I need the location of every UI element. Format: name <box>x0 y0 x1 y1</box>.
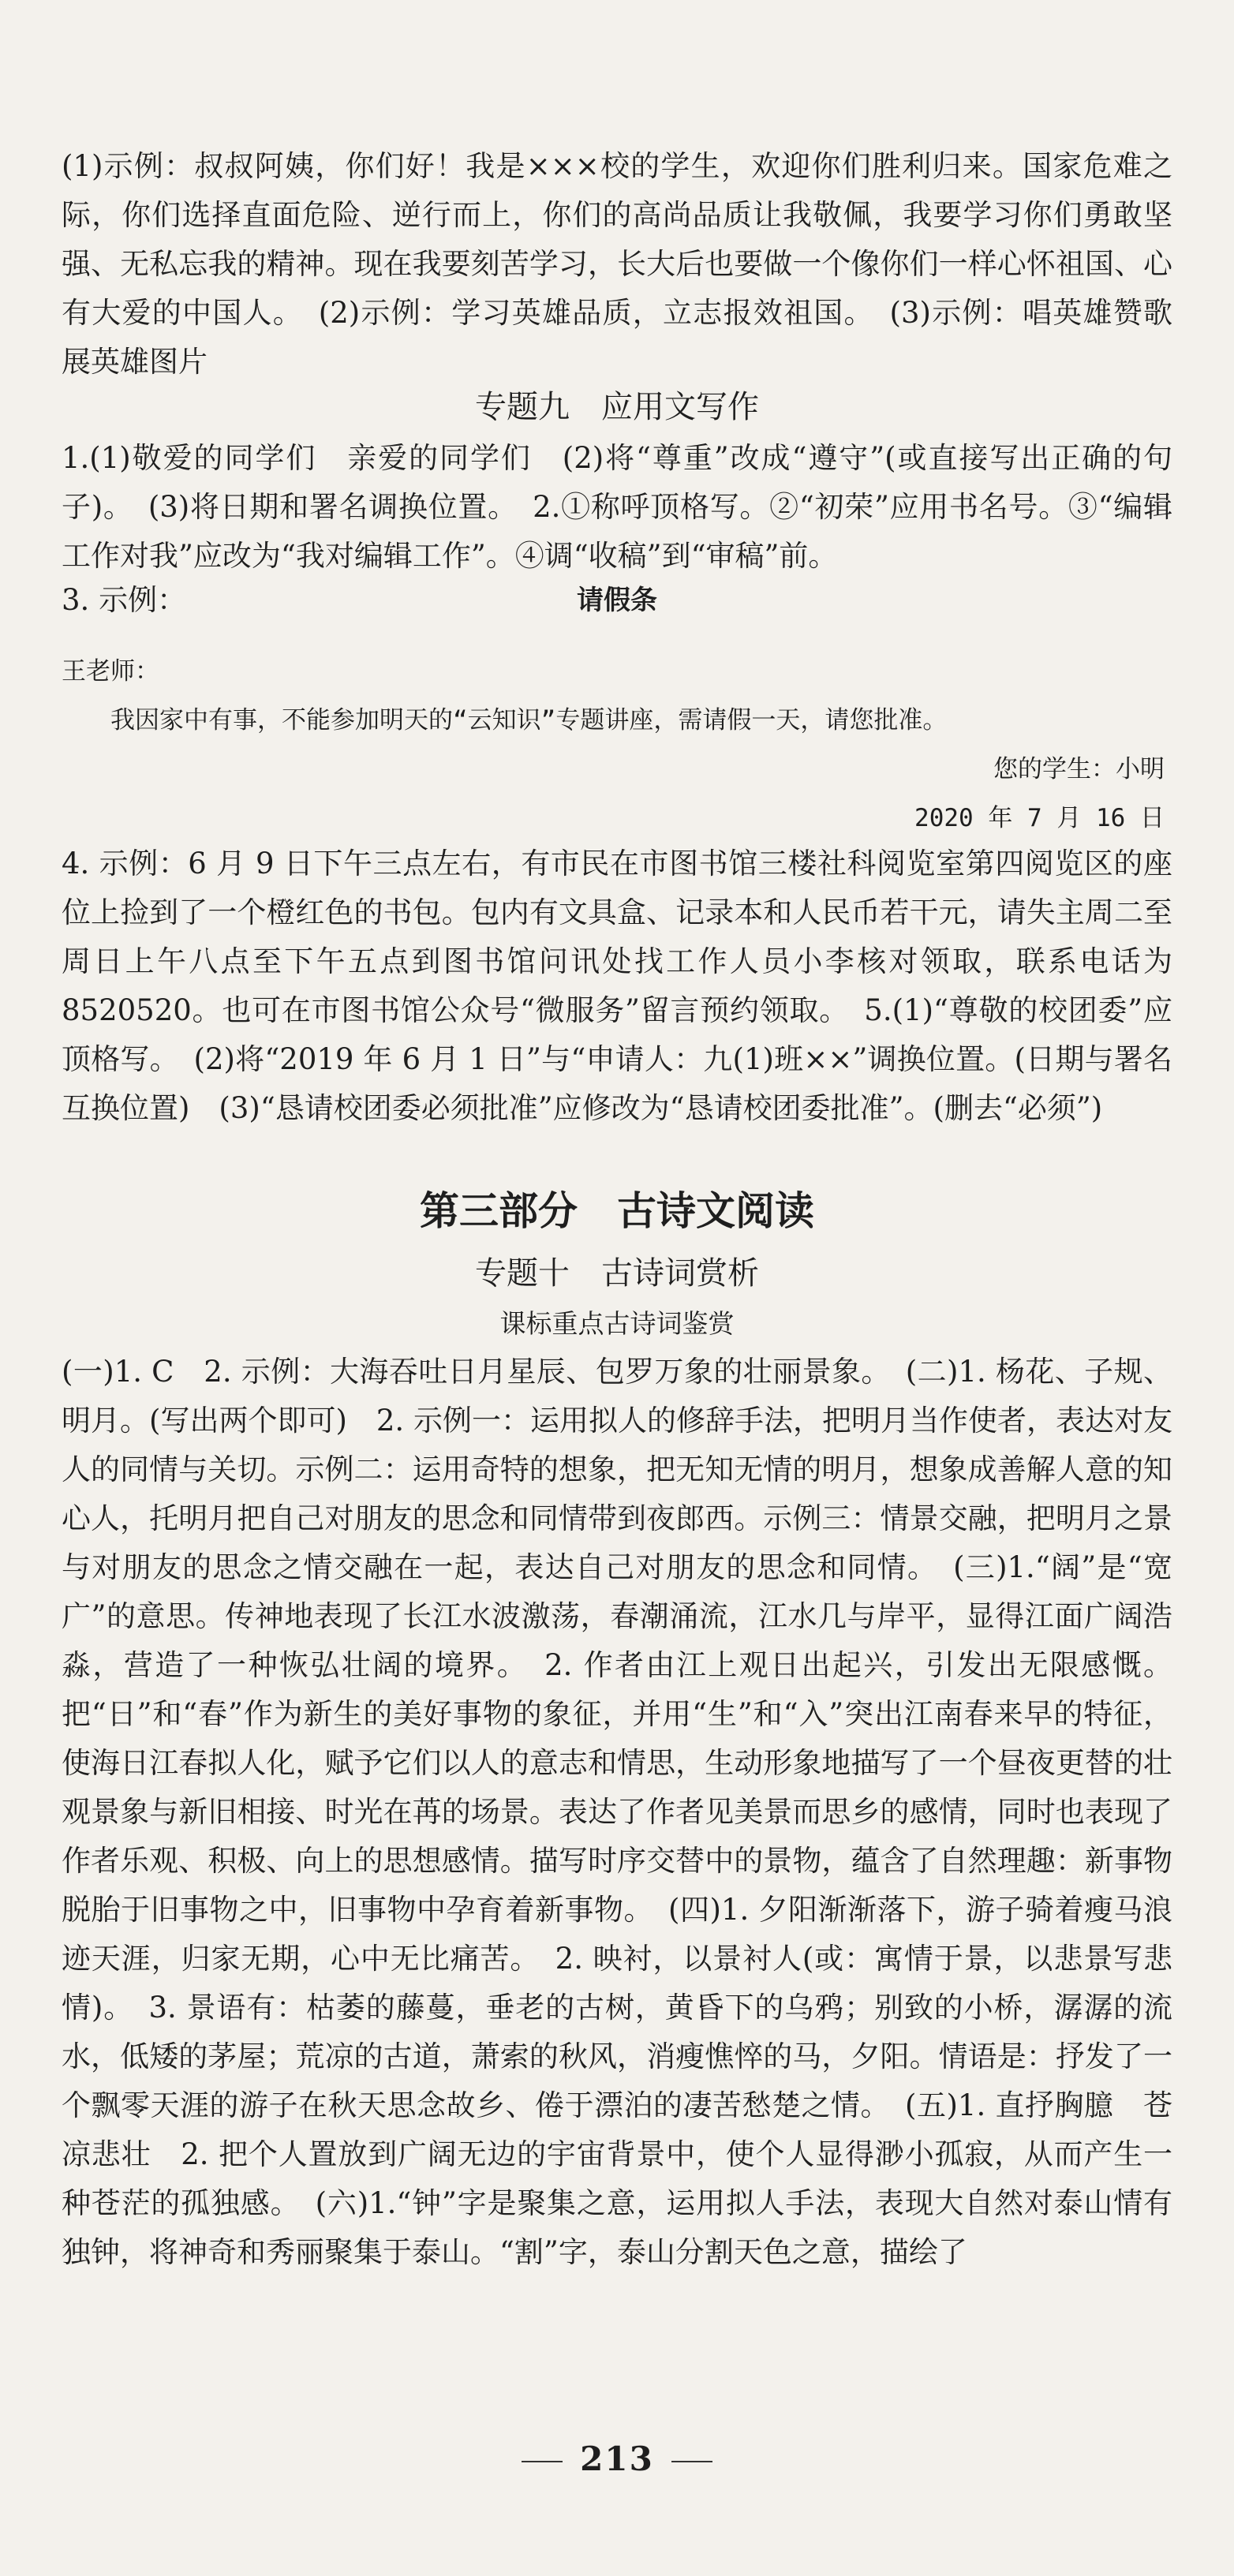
section10-answers <box>62 1348 1172 2277</box>
section9-answers <box>62 434 1172 581</box>
section9-paragraph2: 4. 示例：6 月 9 日下午三点左右，有市民在市图书馆三楼社科阅览室第四阅览区的座位上捡到了一个橙红色的书包。包内有文具盒、记录本和人民币若干元，请失主周二至周日上午八点至下午五点到图书馆问讯处找工作人员小李核对领取，联系电话为 8520520。也可在市图书馆公众号“微服务”留言预约领取。 5.(1)“尊敬的校团委”应顶格写。 (2)将“2019 年 6 月 1 日”与“申请人：九(1)班××”调换位置。(日期与署名互换位置) (3)“恳请校团委必须批准”应修改为“恳请校团委批准”。(删去“必须”) <box>62 847 1172 1125</box>
leave-note-header <box>62 576 1172 625</box>
section9-answers-2 <box>62 839 1172 1133</box>
intro-paragraph: (1)示例：叔叔阿姨，你们好！我是×××校的学生，欢迎你们胜利归来。国家危难之际，你们选择直面危险、逆行而上，你们的高尚品质让我敬佩，我要学习你们勇敢坚强、无私忘我的精神。现在我要刻苦学习，长大后也要做一个像你们一样心怀祖国、心有大爱的中国人。 (2)示例：学习英雄品质，立志报效祖国。 (3)示例：唱英雄赞歌 展英雄图片 <box>62 149 1202 379</box>
leave-note-title: 请假条 <box>577 585 657 616</box>
page-number-text: 213 <box>580 2440 654 2478</box>
section10-paragraph: (一)1. C 2. 示例：大海吞吐日月星辰、包罗万象的壮丽景象。 (二)1. 杨花、子规、明月。(写出两个即可) 2. 示例一：运用拟人的修辞手法，把明月当作使者，表达对友人的同情与关切。示例二：运用奇特的想象，把无知无情的明月，想象成善解人意的知心人，托明月把自己对朋友的思念和同情带到夜郎西。示例三：情景交融，把明月之景与对朋友的思念之情交融在一起，表达自己对朋友的思念和同情。 (三)1.“阔”是“宽广”的意思。传神地表现了长江水波激荡，春潮涌流，江水几与岸平，显得江面广阔浩淼，营造了一种恢弘壮阔的境界。 2. 作者由江上观日出起兴，引发出无限感慨。把“日”和“春”作为新生的美好事物的象征，并用“生”和“入”突出江南春来早的特征，使海日江春拟人化，赋予它们以人的意志和情思，生动形象地描写了一个昼夜更替的壮观景象与新旧相接、时光在苒的场景。表达了作者见美景而思乡的感情，同时也表现了作者乐观、积极、向上的思想感情。描写时序交替中的景物，蕴含了自然理趣：新事物脱胎于旧事物之中，旧事物中孕育着新事物。 (四)1. 夕阳渐渐落下，游子骑着瘦马浪迹天涯，归家无期，心中无比痛苦。 2. 映衬，以景衬人(或：寓情于景，以悲景写悲情)。 3. 景语有：枯萎的藤蔓，垂老的古树，黄昏下的乌鸦；别致的小桥，潺潺的流水，低矮的茅屋；荒凉的古道，萧索的秋风，消瘦憔悴的马，夕阳。情语是：抒发了一个飘零天涯的游子在秋天思念故乡、倦于漂泊的凄苦愁楚之情。 (五)1. 直抒胸臆 苍凉悲壮 2. 把个人置放到广阔无边的宇宙背景中，使个人显得渺小孤寂，从而产生一种苍茫的孤独感。 (六)1.“钟”字是聚集之意，运用拟人手法，表现大自然对泰山情有独钟，将神奇和秀丽聚集于泰山。“割”字，泰山分割天色之意，描绘了 <box>62 1355 1172 2269</box>
leave-note <box>62 647 1172 843</box>
subheading: 课标重点古诗词鉴赏 <box>499 1308 735 1339</box>
part3-title: 第三部分 古诗文阅读 <box>420 1188 814 1234</box>
leave-note-signature: 您的学生：小明 <box>993 755 1165 783</box>
intro-block <box>62 142 1202 387</box>
section9-title: 专题九 应用文写作 <box>475 389 759 425</box>
page-number <box>0 2440 1234 2478</box>
leave-note-salutation: 王老师： <box>62 657 159 686</box>
leave-note-body: 我因家中有事，不能参加明天的“云知识”专题讲座，需请假一天，请您批准。 <box>110 706 948 735</box>
leave-note-date: 2020 年 7 月 16 日 <box>914 804 1165 832</box>
section9-paragraph1: 1.(1)敬爱的同学们 亲爱的同学们 (2)将“尊重”改成“遵守”(或直接写出正确的句子)。 (3)将日期和署名调换位置。 2.①称呼顶格写。②“初荣”应用书名号。③“编辑工作对我”应改为“我对编辑工作”。④调“收稿”到“审稿”前。 <box>62 441 1172 573</box>
section10-title: 专题十 古诗词赏析 <box>475 1255 759 1292</box>
example-label: 3. 示例： <box>62 583 187 617</box>
